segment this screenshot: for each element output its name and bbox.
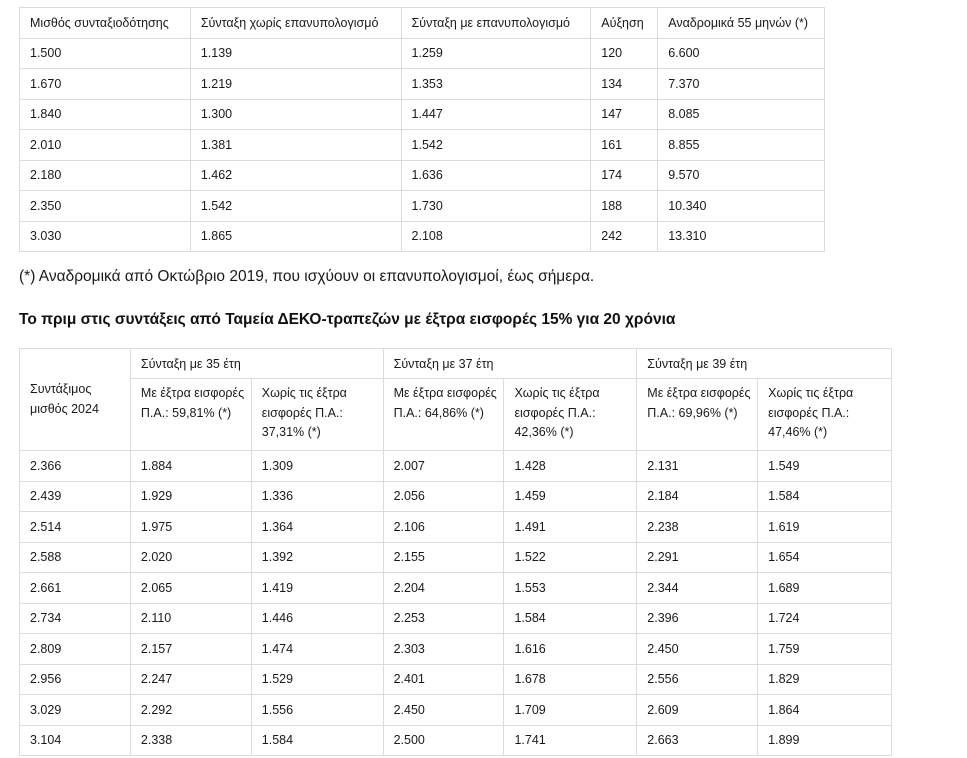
table-cell: 3.029 xyxy=(20,695,131,726)
table-cell: 1.689 xyxy=(758,573,892,604)
table-cell: 13.310 xyxy=(658,221,825,252)
table-cell: 1.139 xyxy=(190,38,401,69)
table-cell: 6.600 xyxy=(658,38,825,69)
table-cell: 1.636 xyxy=(401,160,591,191)
table-cell: 2.007 xyxy=(383,451,504,482)
table-cell: 2.734 xyxy=(20,603,131,634)
table-cell: 2.450 xyxy=(637,634,758,665)
table-cell: 2.556 xyxy=(637,664,758,695)
table-row xyxy=(20,99,825,130)
table-cell: 188 xyxy=(591,191,658,222)
table-row xyxy=(20,542,892,573)
table-cell: 2.663 xyxy=(637,725,758,756)
table-cell: 1.353 xyxy=(401,69,591,100)
table-cell: 2.338 xyxy=(130,725,251,756)
table-row xyxy=(20,634,892,665)
table-cell: 1.529 xyxy=(251,664,383,695)
group-header-row xyxy=(20,349,892,379)
table-row xyxy=(20,695,892,726)
table-cell: 1.428 xyxy=(504,451,637,482)
table-cell: 1.678 xyxy=(504,664,637,695)
table-row xyxy=(20,481,892,512)
table-cell: 2.439 xyxy=(20,481,131,512)
column-header: Μισθός συνταξιοδότησης xyxy=(20,8,191,39)
table-cell: 1.759 xyxy=(758,634,892,665)
table-cell: 2.291 xyxy=(637,542,758,573)
table-cell: 2.020 xyxy=(130,542,251,573)
table-row xyxy=(20,191,825,222)
table-cell: 1.884 xyxy=(130,451,251,482)
table-cell: 1.556 xyxy=(251,695,383,726)
table-cell: 2.106 xyxy=(383,512,504,543)
table-cell: 3.030 xyxy=(20,221,191,252)
table-cell: 2.238 xyxy=(637,512,758,543)
table-cell: 8.855 xyxy=(658,130,825,161)
subheader-row xyxy=(20,379,892,451)
table-cell: 1.899 xyxy=(758,725,892,756)
table-cell: 147 xyxy=(591,99,658,130)
table-cell: 1.865 xyxy=(190,221,401,252)
column-header: Με έξτρα εισφορές Π.Α.: 59,81% (*) xyxy=(130,379,251,451)
table-cell: 161 xyxy=(591,130,658,161)
table-cell: 10.340 xyxy=(658,191,825,222)
table-cell: 1.730 xyxy=(401,191,591,222)
table-cell: 2.065 xyxy=(130,573,251,604)
table-cell: 134 xyxy=(591,69,658,100)
column-header: Σύνταξη χωρίς επανυπολογισμό xyxy=(190,8,401,39)
table-row xyxy=(20,573,892,604)
table-cell: 1.584 xyxy=(758,481,892,512)
table-cell: 1.219 xyxy=(190,69,401,100)
table-cell: 1.309 xyxy=(251,451,383,482)
table-cell: 9.570 xyxy=(658,160,825,191)
table-cell: 2.247 xyxy=(130,664,251,695)
table-cell: 2.292 xyxy=(130,695,251,726)
column-header: Αύξηση xyxy=(591,8,658,39)
table-cell: 1.929 xyxy=(130,481,251,512)
table-row xyxy=(20,603,892,634)
table-cell: 1.462 xyxy=(190,160,401,191)
table-cell: 2.344 xyxy=(637,573,758,604)
table-cell: 2.184 xyxy=(637,481,758,512)
table-cell: 2.956 xyxy=(20,664,131,695)
table-cell: 2.155 xyxy=(383,542,504,573)
table-row xyxy=(20,38,825,69)
table-cell: 3.104 xyxy=(20,725,131,756)
table-cell: 2.514 xyxy=(20,512,131,543)
table-cell: 2.396 xyxy=(637,603,758,634)
table-cell: 2.131 xyxy=(637,451,758,482)
column-header: Χωρίς τις έξτρα εισφορές Π.Α.: 47,46% (*) xyxy=(758,379,892,451)
table-cell: 2.204 xyxy=(383,573,504,604)
table-cell: 1.584 xyxy=(504,603,637,634)
table-cell: 1.474 xyxy=(251,634,383,665)
footnote: (*) Αναδρομικά από Οκτώβριο 2019, που ισχύουν οι επανυπολογισμοί, έως σήμερα. xyxy=(19,268,595,285)
table-row xyxy=(20,664,892,695)
table-cell: 2.450 xyxy=(383,695,504,726)
table-cell: 1.259 xyxy=(401,38,591,69)
table-cell: 1.670 xyxy=(20,69,191,100)
table-row xyxy=(20,69,825,100)
column-header: Με έξτρα εισφορές Π.Α.: 64,86% (*) xyxy=(383,379,504,451)
table-cell: 1.500 xyxy=(20,38,191,69)
table-cell: 1.459 xyxy=(504,481,637,512)
table-cell: 1.542 xyxy=(190,191,401,222)
table-cell: 2.366 xyxy=(20,451,131,482)
table-cell: 120 xyxy=(591,38,658,69)
table-cell: 2.108 xyxy=(401,221,591,252)
table-cell: 2.609 xyxy=(637,695,758,726)
table-cell: 1.300 xyxy=(190,99,401,130)
table-cell: 2.303 xyxy=(383,634,504,665)
table-cell: 1.542 xyxy=(401,130,591,161)
table-row xyxy=(20,130,825,161)
group-header-37-years: Σύνταξη με 37 έτη xyxy=(383,349,637,379)
group-header-39-years: Σύνταξη με 39 έτη xyxy=(637,349,892,379)
table-cell: 174 xyxy=(591,160,658,191)
table-cell: 2.588 xyxy=(20,542,131,573)
table-cell: 1.829 xyxy=(758,664,892,695)
table-cell: 1.616 xyxy=(504,634,637,665)
table-cell: 1.381 xyxy=(190,130,401,161)
column-header: Χωρίς τις έξτρα εισφορές Π.Α.: 37,31% (*) xyxy=(251,379,383,451)
pension-recalculation-table xyxy=(19,7,825,252)
table-cell: 2.809 xyxy=(20,634,131,665)
column-header: Σύνταξη με επανυπολογισμό xyxy=(401,8,591,39)
table-cell: 2.180 xyxy=(20,160,191,191)
column-header: Χωρίς τις έξτρα εισφορές Π.Α.: 42,36% (*) xyxy=(504,379,637,451)
table-cell: 2.350 xyxy=(20,191,191,222)
table-cell: 1.419 xyxy=(251,573,383,604)
table-cell: 1.975 xyxy=(130,512,251,543)
table-cell: 2.500 xyxy=(383,725,504,756)
table-cell: 1.709 xyxy=(504,695,637,726)
table-cell: 1.864 xyxy=(758,695,892,726)
table-row xyxy=(20,725,892,756)
table-cell: 1.447 xyxy=(401,99,591,130)
table-cell: 1.619 xyxy=(758,512,892,543)
table-cell: 1.491 xyxy=(504,512,637,543)
table-row xyxy=(20,221,825,252)
table-cell: 1.336 xyxy=(251,481,383,512)
salary-column-header: Συντάξιμος μισθός 2024 xyxy=(20,349,131,451)
group-header-35-years: Σύνταξη με 35 έτη xyxy=(130,349,383,379)
table-cell: 8.085 xyxy=(658,99,825,130)
table-cell: 1.549 xyxy=(758,451,892,482)
table-row xyxy=(20,160,825,191)
table-cell: 242 xyxy=(591,221,658,252)
table-cell: 1.724 xyxy=(758,603,892,634)
table-cell: 2.661 xyxy=(20,573,131,604)
pension-bonus-table xyxy=(19,348,892,756)
table-cell: 7.370 xyxy=(658,69,825,100)
table-cell: 1.654 xyxy=(758,542,892,573)
table-cell: 2.401 xyxy=(383,664,504,695)
table-header-row xyxy=(20,8,825,39)
table-cell: 1.446 xyxy=(251,603,383,634)
table-cell: 2.010 xyxy=(20,130,191,161)
column-header: Αναδρομικά 55 μηνών (*) xyxy=(658,8,825,39)
table-cell: 2.056 xyxy=(383,481,504,512)
column-header: Με έξτρα εισφορές Π.Α.: 69,96% (*) xyxy=(637,379,758,451)
table-row xyxy=(20,512,892,543)
table-cell: 1.840 xyxy=(20,99,191,130)
table-cell: 1.584 xyxy=(251,725,383,756)
table-cell: 2.157 xyxy=(130,634,251,665)
table-cell: 1.392 xyxy=(251,542,383,573)
table-cell: 1.364 xyxy=(251,512,383,543)
table-cell: 2.253 xyxy=(383,603,504,634)
table-cell: 1.553 xyxy=(504,573,637,604)
table-cell: 1.741 xyxy=(504,725,637,756)
table-row xyxy=(20,451,892,482)
table-cell: 2.110 xyxy=(130,603,251,634)
table-cell: 1.522 xyxy=(504,542,637,573)
section-heading: Το πριμ στις συντάξεις από Ταμεία ΔΕΚΟ-τραπεζών με έξτρα εισφορές 15% για 20 χρόνια xyxy=(19,311,676,328)
